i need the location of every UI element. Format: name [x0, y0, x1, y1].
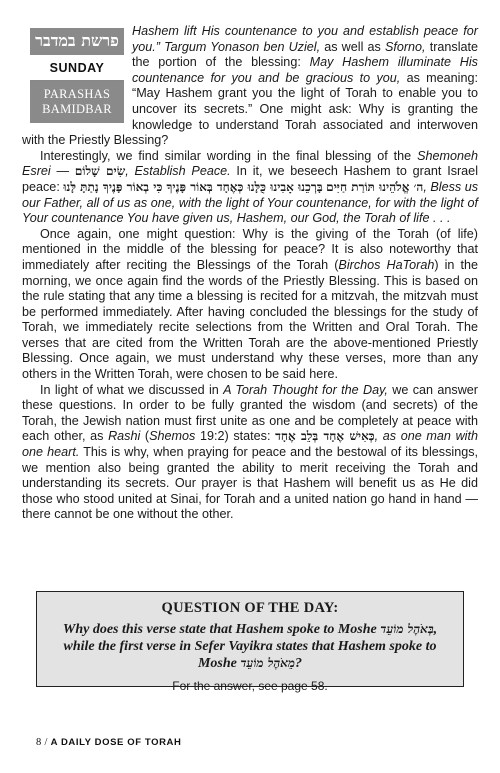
question-part-1: Why does this verse state that Hashem spoke to Moshe [62, 622, 381, 637]
p2-text-2: In it, we beseech Hashem to grant Israel peace: [22, 164, 478, 194]
paragraph-4 [22, 383, 478, 523]
question-hebrew-1: בְּאֹהֶל מוֹעֵד [380, 622, 434, 636]
p4-text: In light of what we discussed in [40, 382, 224, 397]
p2-hebrew-torah-of-life: ה׳ אֱלֹהֵינוּ תּוֹרַת חַיִּים [326, 179, 424, 194]
parsha-sidebar [30, 28, 124, 123]
p1-text: as well as [320, 39, 385, 54]
p3-text-2: ) in the morning, we once again find the words of the Priestly Blessing. This is based on the rule stating that any time a blessing is recited for a mitzvah, the mitzvah must be performed immediately. After having concluded the blessings for the study of Torah, we immediately recite selections from the Written and Oral Torah. The verses that are cited from the Written Torah are the above-mentioned Priestly Blessing. Once again, we must understand why these verses, more than any others in the Written Torah, were chosen to be said here. [22, 257, 478, 382]
p1-blessing: May Hashem illuminate His countenance for you and be gracious to you, [132, 55, 478, 85]
page-number: 8 / [36, 737, 51, 748]
question-part-2: , while the first verse in Sefer Vayikra states that Hashem spoke to Moshe [63, 622, 438, 671]
p4-shemos: Shemos [149, 429, 196, 444]
question-text [51, 621, 449, 673]
p4-text-2: we can answer these questions. In order to be fully granted the wisdom (and secrets) of the Torah, the Jewish nation must first unite as one and be completely at peace with each other, as [22, 382, 479, 444]
p3-text: Once again, one might question: Why is the giving of the Torah (of life) mentioned in the middle of the blessing for peace? It is also noteworthy that immediately after reciting the Blessings of the Torah ( [22, 226, 478, 272]
p4-hebrew-one-heart: כְּאִישׁ אֶחָד בְּלֵב אֶחָד [275, 429, 375, 444]
p4-text-3: 19:2) states: [195, 429, 276, 444]
question-title: QUESTION OF THE DAY: [161, 600, 339, 616]
p4-rashi: Rashi [108, 429, 141, 444]
p1-quote: Hashem lift His countenance to you and establish peace for you.” Targum Yonason ben Uziel, [132, 24, 478, 54]
p1-sforno: Sforno, [384, 39, 426, 54]
p1-text-2: translate the portion of the blessing: [132, 39, 479, 70]
parsha-name-line2: BAMIDBAR [42, 102, 112, 116]
parsha-name [30, 82, 124, 123]
paragraph-3 [22, 227, 478, 383]
p2-text: Interestingly, we find similar wording in the final blessing of the [40, 148, 418, 163]
page-footer [36, 737, 181, 748]
question-hebrew-2: מֵאֹהֶל מוֹעֵד [240, 656, 296, 670]
p4-text-4: This is why, when praying for peace and the bestowal of its blessings, we mention also being granted the ability to merit receiving the Torah and understanding its secrets. Our prayer is that Hashem will benefit us as He did those who stood united at Sinai, for Torah and a united nation go hand in hand — there cannot be one without the other. [22, 445, 478, 522]
p1-text-3: as meaning: “May Hashem grant you the light of Torah to enable you to uncover its secrets.” One might ask: Why is granting the knowledge to understand Torah associated and interwoven with the Priestly Blessing? [22, 70, 478, 148]
hebrew-parsha-name: פרשת במדבר [30, 28, 124, 55]
p4-paren: ( [140, 429, 150, 444]
p2-hebrew-blessing: בָּרְכֵנוּ אָבִינוּ כֻּלָּנוּ כְּאֶחָד בְּאוֹר פָּנֶיךָ כִּי בְאוֹר פָּנֶיךָ נָתַתָּ לָּנוּ [63, 179, 323, 194]
p2-shemoneh-esrei: Shemoneh Esrei — [22, 148, 478, 179]
p4-one-man: , as one man with one heart. [22, 429, 478, 460]
question-of-the-day-box [36, 591, 464, 693]
question-mark: ? [295, 656, 303, 671]
p3-birchos-hatorah: Birchos HaTorah [338, 257, 435, 272]
p2-translation: , Bless us our Father, all of us as one, with the light of Your countenance, for with the light of Your countenance You have given us, Hashem, our God, the Torah of life . . . [22, 179, 479, 226]
parsha-name-line1: PARASHAS [43, 87, 111, 101]
page [22, 24, 478, 523]
p2-establish-peace: , Establish Peace. [125, 164, 231, 179]
p4-torah-thought: A Torah Thought for the Day, [223, 382, 388, 397]
p2-hebrew-sim-shalom: שִׂים שָׁלוֹם [74, 164, 126, 179]
answer-reference: For the answer, see page 58. [172, 678, 328, 693]
book-title: A DAILY DOSE OF TORAH [50, 737, 182, 748]
day-label: SUNDAY [30, 55, 124, 82]
paragraph-2 [22, 149, 478, 227]
